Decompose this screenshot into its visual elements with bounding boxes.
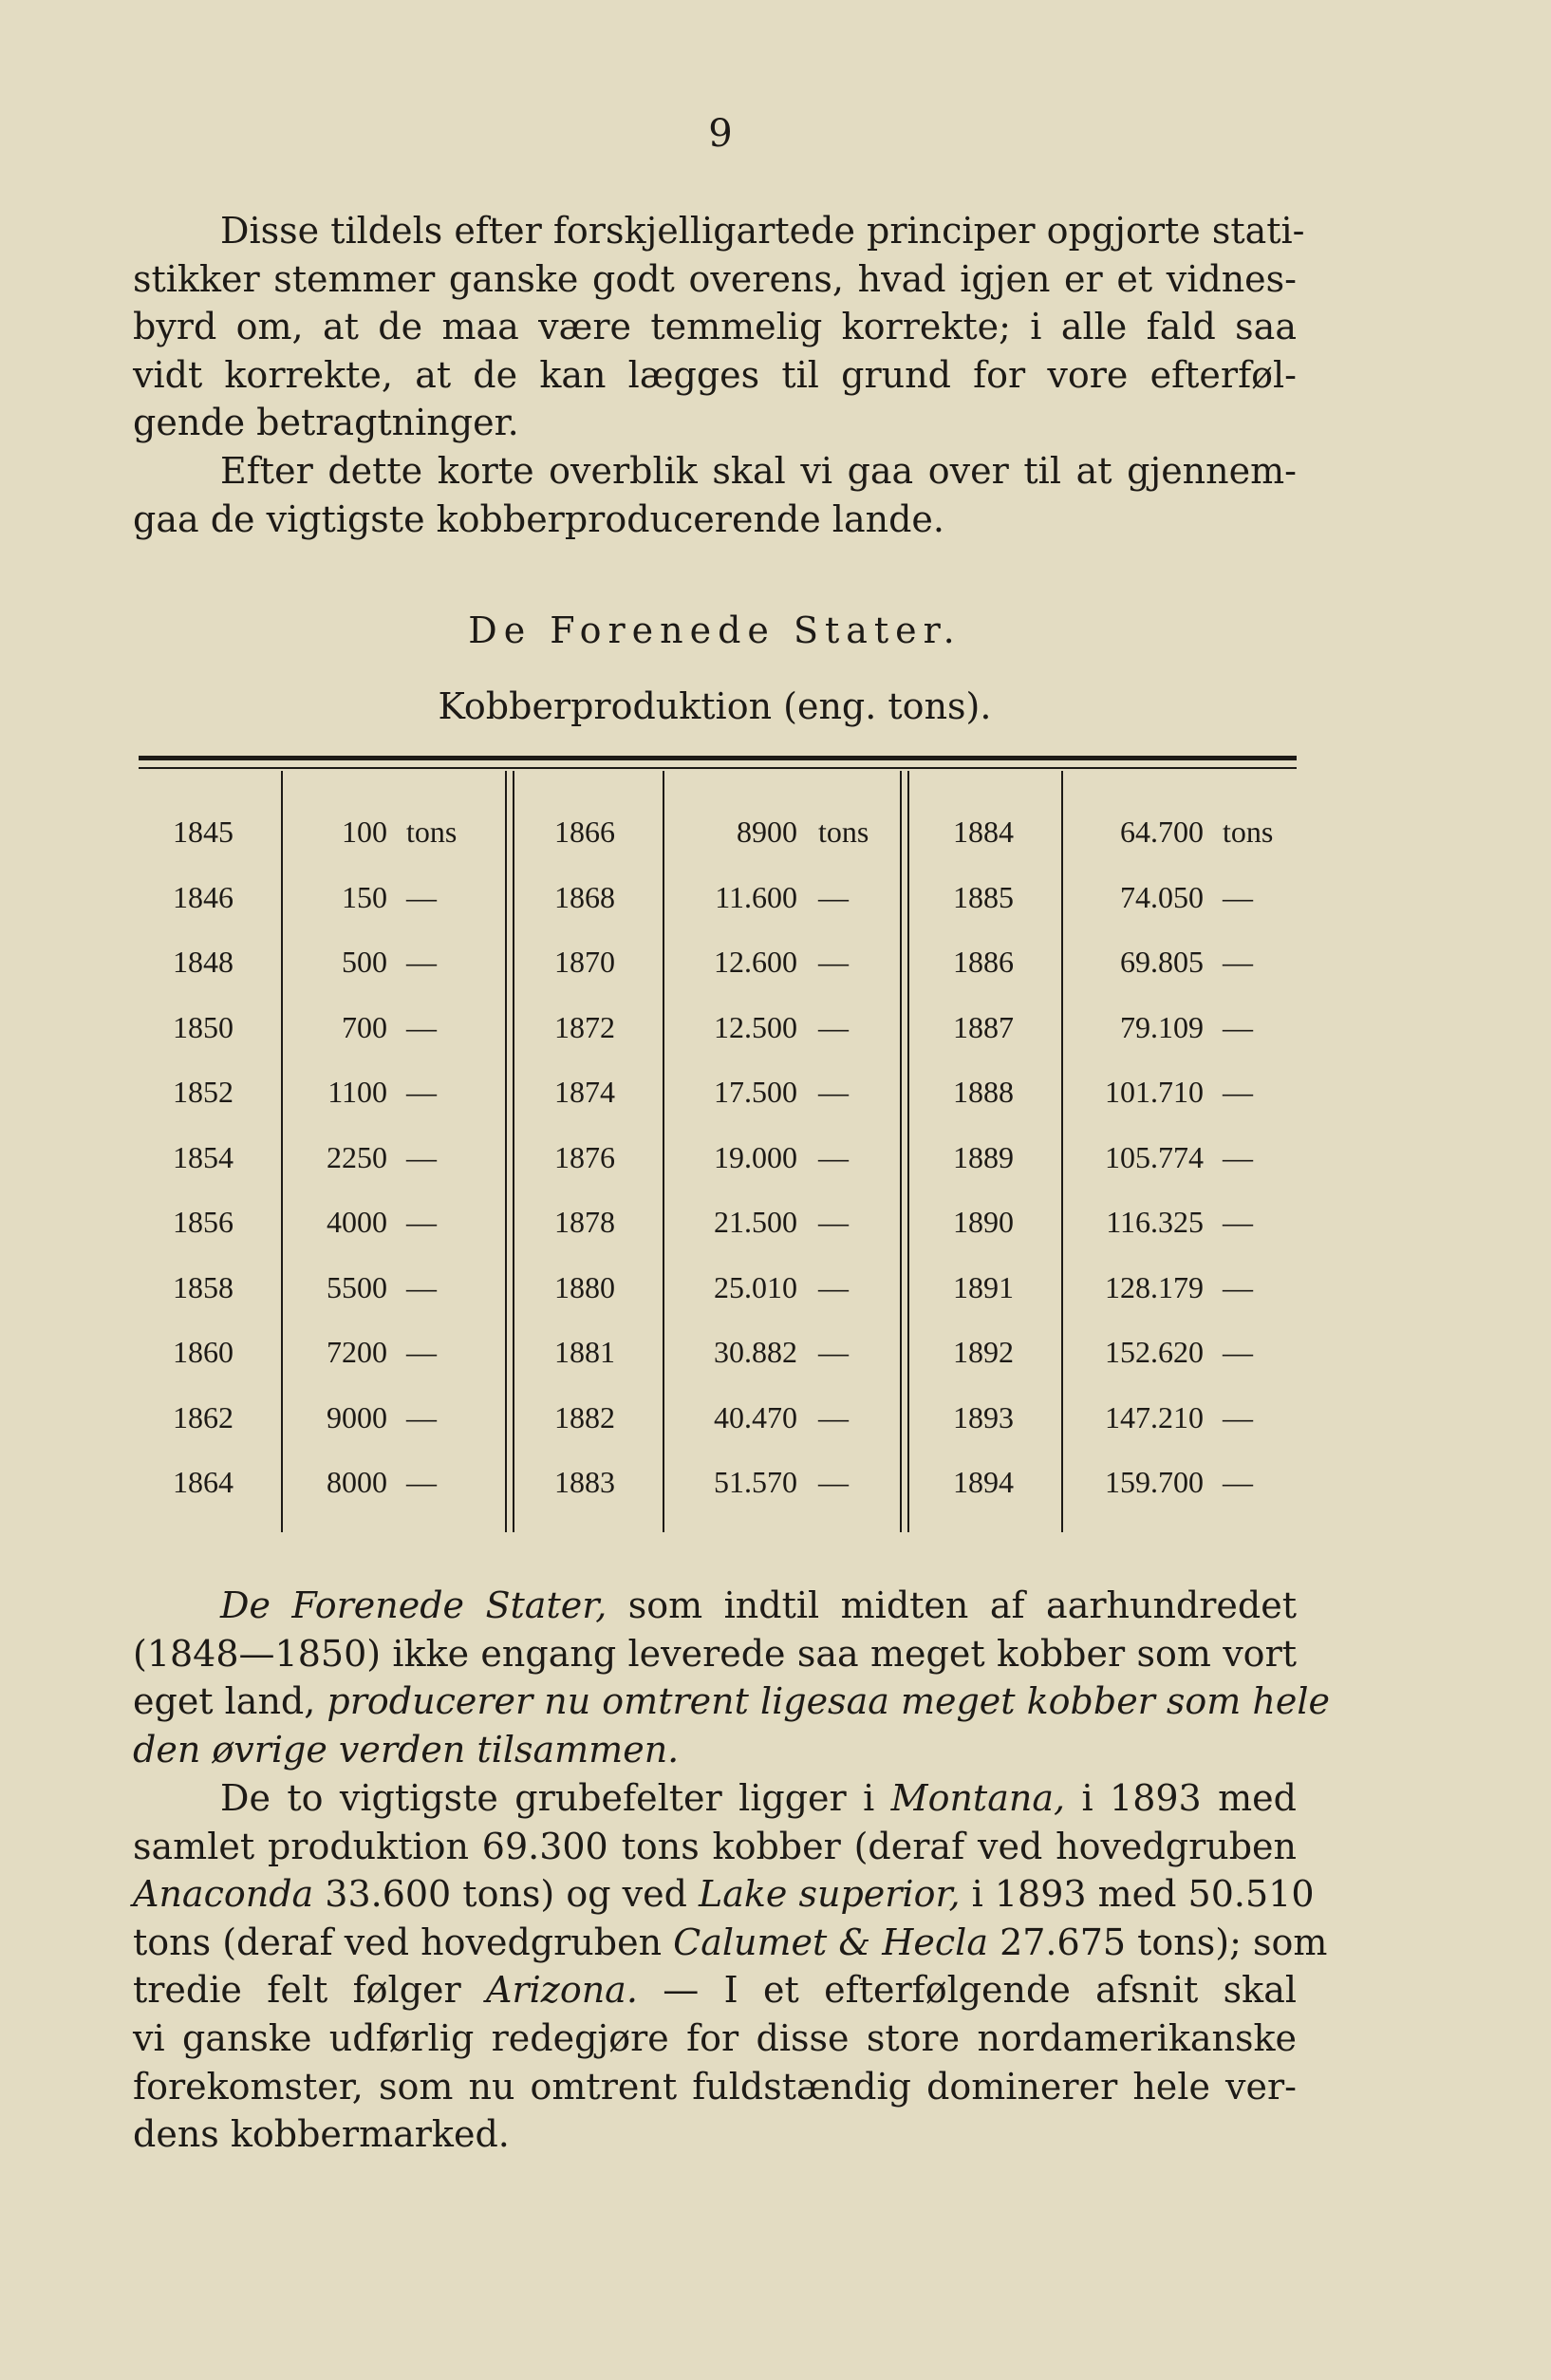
table-unit-cell: — (1223, 879, 1253, 914)
table-value-cell: 147.210 (1105, 1399, 1204, 1434)
table-top-rule-thin (139, 767, 1297, 769)
table-year-cell: 1868 (554, 879, 615, 914)
line-text: De to vigtigste grubefelter ligger i (220, 1777, 891, 1819)
line-text: eget land, (133, 1680, 327, 1723)
text-line: vi ganske udførlig redegjøre for disse store nordamerikanske (133, 2016, 1297, 2059)
table-unit-cell: — (1223, 1269, 1253, 1304)
column-divider (505, 771, 507, 1532)
table-year-cell: 1862 (173, 1399, 234, 1434)
line-text: i 1893 med 50.510 (960, 1873, 1315, 1916)
column-divider (907, 771, 909, 1532)
table-value-cell: 21.500 (714, 1205, 797, 1239)
table-unit-cell: — (406, 1139, 437, 1174)
table-value-cell: 128.179 (1105, 1269, 1204, 1304)
table-year-cell: 1878 (554, 1205, 615, 1239)
text-line: forekomster, som nu omtrent fuldstændig dominerer hele ver- (133, 2065, 1297, 2108)
table-year-cell: 1894 (953, 1465, 1014, 1499)
table-year-cell: 1864 (173, 1465, 234, 1499)
table-caption: Kobberproduktion (eng. tons). (438, 685, 992, 727)
table-value-cell: 51.570 (714, 1465, 797, 1499)
table-year-cell: 1845 (173, 815, 234, 849)
table-year-cell: 1882 (554, 1399, 615, 1434)
table-value-cell: 40.470 (714, 1399, 797, 1434)
table-year-cell: 1892 (953, 1335, 1014, 1369)
table-unit-cell: — (818, 1205, 849, 1239)
table-value-cell: 74.050 (1120, 879, 1204, 914)
italic-text: den øvrige verden tilsammen. (133, 1728, 680, 1771)
table-unit-cell: — (406, 1205, 437, 1239)
paragraph-overview (133, 447, 1297, 543)
line-text: Disse tildels efter forskjelligartede principer opgjorte stati- (220, 210, 1305, 252)
italic-text: Lake superior, (698, 1873, 961, 1916)
table-value-cell: 5500 (327, 1269, 387, 1304)
table-year-cell: 1885 (953, 879, 1014, 914)
table-unit-cell: — (406, 945, 437, 979)
table-year-cell: 1852 (173, 1075, 234, 1109)
table-value-cell: 100 (342, 815, 387, 849)
table-unit-cell: tons (818, 815, 869, 849)
table-unit-cell: — (818, 1399, 849, 1434)
table-year-cell: 1884 (953, 815, 1014, 849)
table-year-cell: 1876 (554, 1139, 615, 1174)
table-value-cell: 101.710 (1105, 1075, 1204, 1109)
table-year-cell: 1893 (953, 1399, 1014, 1434)
text-line (133, 207, 1305, 255)
table-value-cell: 17.500 (714, 1075, 797, 1109)
text-line: samlet produktion 69.300 tons kobber (deraf ved hovedgruben (133, 1825, 1297, 1867)
table-value-cell: 11.600 (715, 879, 797, 914)
table-year-cell: 1848 (173, 945, 234, 979)
table-value-cell: 8000 (327, 1465, 387, 1499)
text-line: byrd om, at de maa være temmelig korrekte; i alle fald saa (133, 306, 1297, 348)
table-value-cell: 69.805 (1120, 945, 1204, 979)
text-line (133, 1919, 1328, 1967)
table-unit-cell: — (818, 1269, 849, 1304)
italic-text: De Forenede Stater, (220, 1584, 607, 1626)
column-divider (513, 771, 514, 1532)
table-value-cell: 64.700 (1120, 815, 1204, 849)
table-unit-cell: — (406, 1009, 437, 1044)
text-line (133, 447, 1297, 496)
table-value-cell: 12.600 (714, 945, 797, 979)
table-year-cell: 1856 (173, 1205, 234, 1239)
table-year-cell: 1858 (173, 1269, 234, 1304)
table-unit-cell: — (818, 1335, 849, 1369)
italic-text: producerer nu omtrent ligesaa meget kobber som hele (327, 1680, 1331, 1723)
table-year-cell: 1890 (953, 1205, 1014, 1239)
line-text: 33.600 tons) og ved (313, 1873, 699, 1916)
table-unit-cell: — (818, 1465, 849, 1499)
table-unit-cell: — (818, 879, 849, 914)
table-unit-cell: — (1223, 1139, 1253, 1174)
table-unit-cell: — (818, 1075, 849, 1109)
table-year-cell: 1888 (953, 1075, 1014, 1109)
table-unit-cell: — (1223, 1205, 1253, 1239)
text-line (133, 1870, 1315, 1919)
table-unit-cell: — (818, 1139, 849, 1174)
line-text: tons (deraf ved hovedgruben (133, 1921, 674, 1963)
section-title: De Forenede Stater. (468, 609, 962, 651)
line-text: tredie felt følger (133, 1969, 487, 2012)
table-year-cell: 1874 (554, 1075, 615, 1109)
table-value-cell: 152.620 (1105, 1335, 1204, 1369)
page-number: 9 (708, 112, 733, 156)
table-unit-cell: — (1223, 1399, 1253, 1434)
line-text: som indtil midten af aarhundredet (607, 1584, 1297, 1626)
line-text: i 1893 med (1065, 1777, 1297, 1819)
table-unit-cell: — (406, 879, 437, 914)
table-value-cell: 25.010 (714, 1269, 797, 1304)
table-value-cell: 159.700 (1105, 1465, 1204, 1499)
table-unit-cell: — (406, 1269, 437, 1304)
table-value-cell: 9000 (327, 1399, 387, 1434)
paragraph-intro (133, 207, 1305, 447)
table-value-cell: 150 (342, 879, 387, 914)
text-line: vidt korrekte, at de kan lægges til grund for vore efterføl- (133, 353, 1297, 396)
text-line (133, 1582, 1297, 1630)
line-text: — I et efterfølgende afsnit skal (637, 1969, 1298, 2012)
text-line: gende betragtninger. (133, 402, 519, 444)
table-year-cell: 1886 (953, 945, 1014, 979)
table-unit-cell: tons (1223, 815, 1274, 849)
table-unit-cell: — (1223, 1465, 1253, 1499)
table-value-cell: 116.325 (1106, 1205, 1204, 1239)
table-year-cell: 1866 (554, 815, 615, 849)
table-year-cell: 1860 (173, 1335, 234, 1369)
text-line (133, 1726, 1297, 1774)
table-unit-cell: — (1223, 1009, 1253, 1044)
italic-text: Montana, (890, 1777, 1066, 1819)
table-unit-cell: — (406, 1335, 437, 1369)
line-text: Efter dette korte overblik skal vi gaa over til at gjennem- (220, 450, 1297, 492)
table-year-cell: 1850 (173, 1009, 234, 1044)
table-unit-cell: — (406, 1399, 437, 1434)
text-line: gaa de vigtigste kobberproducerende lande. (133, 497, 944, 540)
table-unit-cell: — (818, 945, 849, 979)
table-year-cell: 1883 (554, 1465, 615, 1499)
italic-text: Calumet & Hecla (673, 1921, 988, 1963)
text-line (133, 1966, 1297, 2015)
table-value-cell: 7200 (327, 1335, 387, 1369)
table-value-cell: 30.882 (714, 1335, 797, 1369)
table-top-rule (139, 756, 1297, 760)
line-text: 27.675 tons); som (988, 1921, 1328, 1963)
table-unit-cell: tons (406, 815, 458, 849)
table-value-cell: 8900 (737, 815, 797, 849)
table-unit-cell: — (1223, 1075, 1253, 1109)
table-year-cell: 1872 (554, 1009, 615, 1044)
table-year-cell: 1881 (554, 1335, 615, 1369)
table-unit-cell: — (406, 1465, 437, 1499)
table-value-cell: 1100 (327, 1075, 387, 1109)
italic-text: Anaconda (133, 1873, 314, 1916)
table-value-cell: 79.109 (1120, 1009, 1204, 1044)
table-year-cell: 1846 (173, 879, 234, 914)
table-unit-cell: — (1223, 1335, 1253, 1369)
table-value-cell: 12.500 (714, 1009, 797, 1044)
table-value-cell: 700 (342, 1009, 387, 1044)
paragraph-usa (133, 1582, 1331, 1773)
table-value-cell: 4000 (327, 1205, 387, 1239)
table-year-cell: 1854 (173, 1139, 234, 1174)
text-line: (1848—1850) ikke engang leverede saa meget kobber som vort (133, 1632, 1297, 1675)
table-year-cell: 1891 (953, 1269, 1014, 1304)
table-year-cell: 1880 (554, 1269, 615, 1304)
table-value-cell: 19.000 (714, 1139, 797, 1174)
text-line (133, 1774, 1297, 1823)
text-line: stikker stemmer ganske godt overens, hvad igjen er et vidnes- (133, 257, 1297, 300)
table-value-cell: 2250 (327, 1139, 387, 1174)
table-year-cell: 1887 (953, 1009, 1014, 1044)
table-year-cell: 1889 (953, 1139, 1014, 1174)
table-unit-cell: — (1223, 945, 1253, 979)
table-value-cell: 105.774 (1105, 1139, 1204, 1174)
table-year-cell: 1870 (554, 945, 615, 979)
table-value-cell: 500 (342, 945, 387, 979)
text-line: dens kobbermarked. (133, 2113, 510, 2156)
table-unit-cell: — (818, 1009, 849, 1044)
paragraph-mining-fields (133, 1774, 1328, 2159)
italic-text: Arizona. (486, 1969, 638, 2012)
table-unit-cell: — (406, 1075, 437, 1109)
text-line (133, 1677, 1331, 1726)
